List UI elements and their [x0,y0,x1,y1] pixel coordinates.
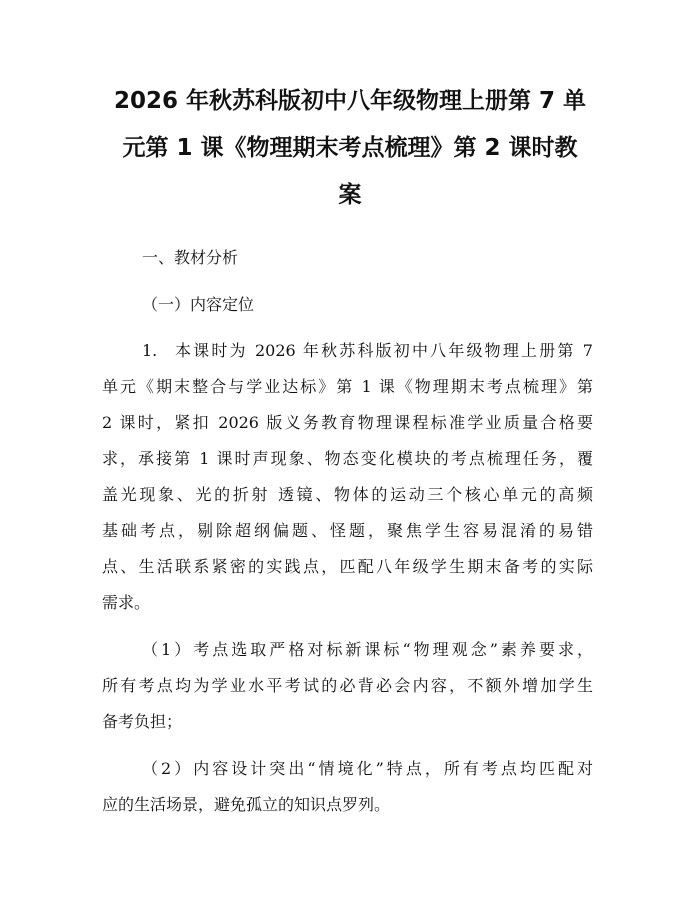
title-line: 元第 1 课《物理期末考点梳理》第 2 课时教 [122,135,578,161]
paragraph-line: 点、生活联系紧密的实践点，匹配八年级学生期末备考的实际 [102,557,593,576]
paragraph-line: 需求。 [102,593,151,612]
list-item-line: （1）考点选取严格对标新课标“物理观念”素养要求， [142,640,593,659]
paragraph-line: 盖光现象、光的折射 透镜、物体的运动三个核心单元的高频 [102,485,593,504]
title-line: 2026 年秋苏科版初中八年级物理上册第 7 单 [113,88,587,114]
document-title [102,78,598,219]
paragraph-line: 2 课时，紧扣 2026 版义务教育物理课程标准学业质量合格要 [102,413,593,432]
subsection-heading: （一）内容定位 [142,295,255,314]
paragraph-line: 基础考点，剔除超纲偏题、怪题，聚焦学生容易混淆的易错 [102,521,593,540]
title-line: 案 [338,182,362,208]
paragraph-line: 求，承接第 1 课时声现象、物态变化模块的考点梳理任务，覆 [102,449,593,468]
paragraph-line: 本课时为 2026 年秋苏科版初中八年级物理上册第 7 [175,341,593,360]
list-item-line: 应的生活场景，避免孤立的知识点罗列。 [102,795,391,814]
paragraph-number: 1. [142,341,158,360]
section-heading: 一、教材分析 [142,248,239,267]
list-item-line: 所有考点均为学业水平考试的必背必会内容，不额外增加学生 [102,676,593,695]
list-item-line: 备考负担； [102,712,183,731]
list-item-line: （2）内容设计突出“情境化”特点，所有考点均匹配对 [142,759,593,778]
paragraph-line: 单元《期末整合与学业达标》第 1 课《物理期末考点梳理》第 [102,377,593,396]
